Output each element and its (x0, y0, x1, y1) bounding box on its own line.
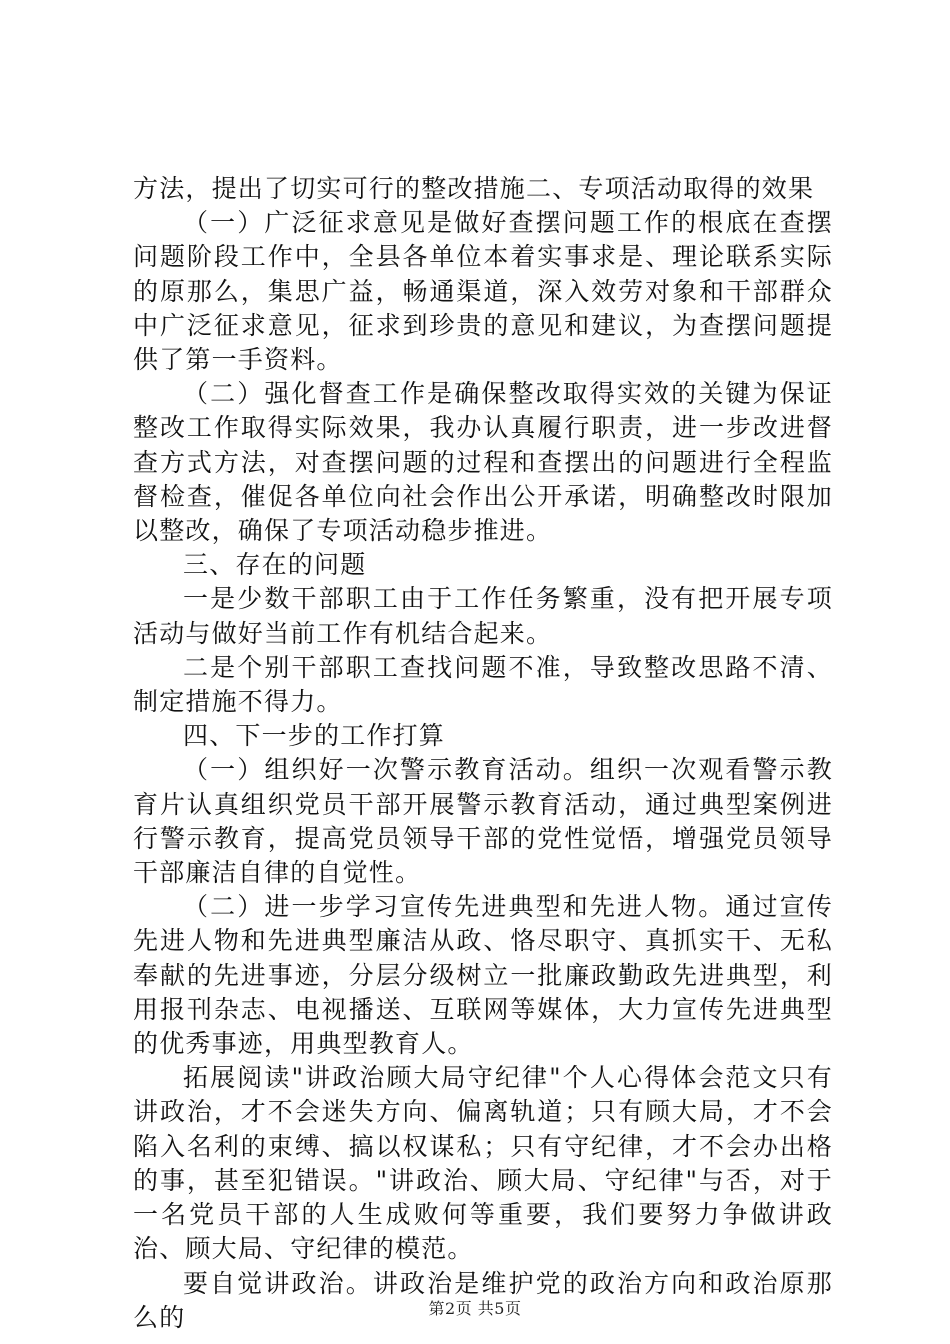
paragraph-plan-2: （二）进一步学习宣传先进典型和先进人物。通过宣传先进人物和先进典型廉洁从政、恪尽职守、真抓实干、无私奉献的先进事迹，分层分级树立一批廉政勤政先进典型，利用报刊杂志、电视播送、互联网等媒体，大力宣传先进典型的优秀事迹，用典型教育人。 (133, 892, 833, 1059)
paragraph-section-2-item-1: （一）广泛征求意见是做好查摆问题工作的根底在查摆问题阶段工作中，全县各单位本着实事求是、理论联系实际的原那么，集思广益，畅通渠道，深入效劳对象和干部群众中广泛征求意见，征求到珍贵的意见和建议，为查摆问题提供了第一手资料。 (133, 208, 833, 375)
paragraph-extended-reading: 拓展阅读"讲政治顾大局守纪律"个人心得体会范文只有讲政治，才不会迷失方向、偏离轨道；只有顾大局，才不会陷入名利的束缚、搞以权谋私；只有守纪律，才不会办出格的事，甚至犯错误。"讲政治、顾大局、守纪律"与否，对于一名党员干部的人生成败何等重要，我们要努力争做讲政治、顾大局、守纪律的模范。 (133, 1063, 833, 1264)
document-body (133, 172, 833, 1335)
paragraph-section-2-item-2: （二）强化督查工作是确保整改取得实效的关键为保证整改工作取得实际效果，我办认真履行职责，进一步改进督查方式方法，对查摆问题的过程和查摆出的问题进行全程监督检查，催促各单位向社会作出公开承诺，明确整改时限加以整改，确保了专项活动稳步推进。 (133, 379, 833, 546)
heading-section-4: 四、下一步的工作打算 (183, 721, 446, 751)
paragraph-plan-1: （一）组织好一次警示教育活动。组织一次观看警示教育片认真组织党员干部开展警示教育活动，通过典型案例进行警示教育，提高党员领导干部的党性觉悟，增强党员领导干部廉洁自律的自觉性。 (133, 755, 833, 888)
heading-section-3: 三、存在的问题 (183, 550, 367, 580)
paragraph-problem-1: 一是少数干部职工由于工作任务繁重，没有把开展专项活动与做好当前工作有机结合起来。 (133, 584, 833, 648)
page-number-footer: 第2页 共5页 (428, 1299, 522, 1318)
paragraph-politics: 要自觉讲政治。讲政治是维护党的政治方向和政治原那么的 (133, 1268, 833, 1332)
paragraph-problem-2: 二是个别干部职工查找问题不准，导致整改思路不清、制定措施不得力。 (133, 652, 833, 717)
paragraph-continuation: 方法，提出了切实可行的整改措施二、专项活动取得的效果 (133, 174, 815, 203)
